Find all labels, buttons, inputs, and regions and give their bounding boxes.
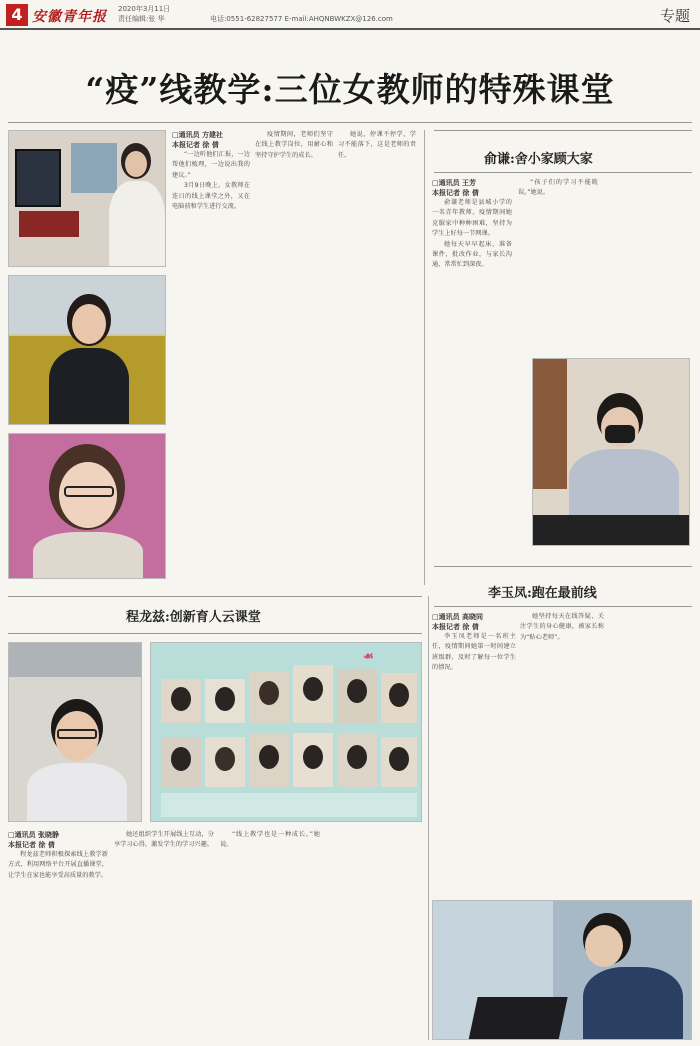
story4-column-2: [520, 612, 604, 892]
paragraph: 她坚持每天在线答疑，关注学生的身心健康，被家长称为“贴心老师”。: [520, 613, 604, 641]
video-toolbar: [9, 643, 142, 677]
photo-teacher-phone-screen: [8, 642, 142, 822]
story3-column-2: [114, 830, 214, 1040]
paragraph: “孩子们的学习不能耽误。”她说。: [518, 179, 598, 197]
story1-byline: □通讯员 方建社 本报记者 徐 倩: [172, 131, 224, 149]
photo-video-call-grid: [150, 642, 422, 822]
story4-column-3: [608, 612, 692, 892]
photo-teacher-flowers: [8, 275, 166, 425]
paragraph: 疫情期间，老师们坚守在线上教学岗位，用耐心和坚持守护学生的成长。: [255, 131, 333, 159]
page-number: 4: [6, 4, 28, 26]
story4-title: 李玉凤:跑在最前线: [488, 586, 597, 601]
teacher-body: [27, 763, 127, 822]
editor-line: 责任编辑:张 华: [118, 15, 165, 23]
photo-teacher-computer: [8, 130, 166, 267]
newspaper-brand: 安徽青年报: [32, 9, 107, 25]
glasses-shape: [64, 486, 114, 497]
teacher-body: [569, 449, 679, 519]
window-shape: [71, 143, 117, 193]
teacher-body: [583, 967, 683, 1040]
poster-deco-text: ☙: [363, 649, 374, 663]
participant-tile: [161, 679, 201, 723]
story1-column-3: [338, 130, 416, 580]
door-shape: [533, 359, 567, 489]
story2-title: 俞谦:舍小家顾大家: [484, 152, 593, 167]
paragraph: 李玉凤老师是一名班主任，疫情期间她第一时间建立班级群，及时了解每一位学生的情况。: [432, 633, 516, 672]
teacher-body: [33, 532, 143, 579]
poster-bottom-strip: [161, 793, 417, 817]
photo-teacher-mask: [532, 358, 690, 546]
paragraph: 俞谦老师是县城小学的一名青年教师，疫情期间她克服家中种种困难，坚持为学生上好每一节网课。: [432, 199, 512, 238]
story4-top-rule: [434, 566, 692, 567]
paragraph: “一边听他们汇报，一边帮他们梳理，一边说出我的建议。”: [172, 151, 250, 179]
story3-top-rule: [8, 596, 422, 597]
photo-teacher-glasses: [8, 433, 166, 579]
teacher-face: [72, 304, 106, 344]
participant-tile: [381, 673, 417, 723]
participant-tile: [293, 733, 333, 787]
main-headline: “疫”线教学:三位女教师的特殊课堂: [85, 70, 615, 109]
glasses-shape: [57, 729, 97, 739]
keyboard-shape: [19, 211, 79, 237]
contact-line: 电话:0551-62827577 E-mail:AHQNBWKZX@126.com: [210, 15, 393, 23]
story3-column-1: [8, 830, 108, 1040]
story1-column-1: [172, 130, 250, 580]
monitor-shape: [15, 149, 61, 207]
participant-tile: [381, 737, 417, 787]
photo-teacher-laptop: [432, 900, 692, 1040]
desk-shape: [533, 515, 690, 546]
story1-column-2: [255, 130, 333, 580]
story4-column-1: [432, 612, 516, 892]
story3-byline: □通讯员 张晓静 本报记者 徐 倩: [8, 831, 60, 849]
story3-column-3: [220, 830, 320, 1040]
story2-top-rule: [434, 130, 692, 131]
section-label: 专题: [659, 7, 690, 25]
column-divider: [428, 596, 429, 1040]
story4-byline: □通讯员 高晓同 本报记者 徐 倩: [432, 613, 484, 631]
paragraph: 程龙兹老师积极探索线上教学新方式，利用网络平台开展直播课堂，让学生在家也能享受高质量的教学。: [8, 851, 108, 879]
story3-title-rule: [8, 633, 422, 634]
header-meta: [118, 4, 170, 24]
participant-tile: [249, 733, 289, 787]
paragraph: 她每天早早起床，准备课件，批改作业，与家长沟通，常常忙到深夜。: [432, 240, 512, 269]
participant-tile: [293, 665, 333, 723]
participant-tile: [205, 737, 245, 787]
teacher-face: [585, 925, 623, 967]
mask-shape: [605, 425, 635, 443]
paragraph: 她说，停课不停学，学习不能落下，这是老师的责任。: [338, 131, 416, 159]
laptop-shape: [468, 997, 567, 1040]
story4-title-rule: [434, 606, 692, 607]
headline-rule: [8, 122, 692, 123]
column-divider: [424, 130, 425, 585]
story2-title-rule: [434, 172, 692, 173]
story2-column-1: [432, 178, 512, 568]
story2-column-3: [604, 178, 690, 358]
date-line: 2020年3月11日: [118, 5, 171, 13]
participant-tile: [337, 669, 377, 723]
teacher-face: [125, 151, 147, 177]
participant-tile: [337, 733, 377, 787]
story3-column-4: [326, 830, 422, 1040]
participant-tile: [249, 671, 289, 723]
teacher-body: [109, 181, 165, 267]
paragraph: 她还组织学生开展线上互动，分享学习心得，激发学生的学习兴趣。: [114, 831, 214, 849]
paragraph: 3月9日晚上，女教师在连日的线上课堂之外，又在电脑前和学生进行交流。: [172, 182, 250, 211]
story2-byline: □通讯员 王芳 本报记者 徐 倩: [432, 179, 479, 197]
page-header: [0, 0, 700, 30]
participant-tile: [205, 679, 245, 723]
teacher-body: [49, 348, 129, 425]
paragraph: “线上教学也是一种成长。”她说。: [220, 831, 320, 849]
story3-title: 程龙兹:创新育人云课堂: [126, 610, 261, 625]
story2-column-2: [518, 178, 598, 358]
participant-tile: [161, 737, 201, 787]
